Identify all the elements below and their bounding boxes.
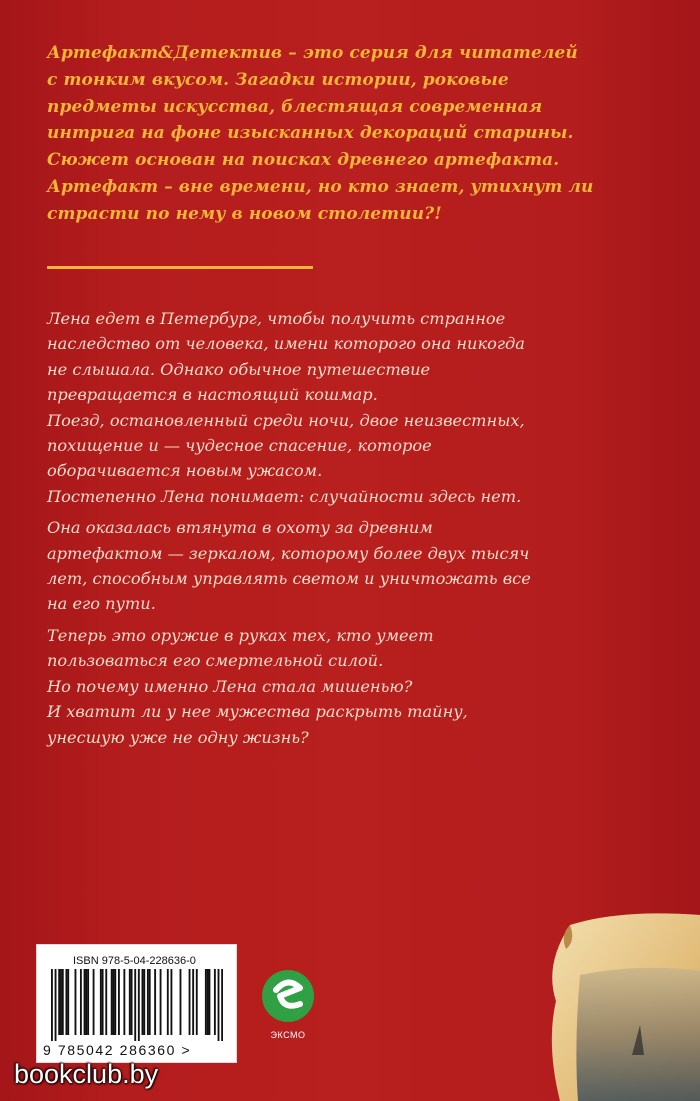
publisher-name: ЭКСМО (270, 1030, 306, 1040)
barcode-bar (209, 969, 211, 1035)
synopsis-line: Постепенно Лена понимает: случайности здесь нет. (47, 486, 522, 506)
series-line: интрига на фоне изысканных декораций старины. (47, 123, 574, 144)
synopsis-line: лет, способным управлять светом и уничтожать все (47, 569, 531, 589)
series-line: предметы искусства, блестящая современная (47, 96, 543, 117)
barcode-bar (138, 969, 140, 1041)
barcode-bar (84, 969, 86, 1035)
synopsis-line: не слышала. Однако обычное путешествие (47, 359, 431, 379)
barcode-bar (118, 969, 120, 1035)
series-line: Артефакт – вне времени, но кто знает, утихнут ли (47, 176, 594, 197)
barcode-bar (85, 969, 87, 1035)
synopsis-line: пользоваться его смертельной силой. (47, 651, 384, 671)
barcode-bar (58, 969, 60, 1035)
barcode-bar (134, 969, 136, 1041)
barcode-bar (67, 969, 69, 1035)
barcode-bar (75, 969, 77, 1035)
barcode-bar (192, 969, 194, 1035)
synopsis-line: Но почему именно Лена стала мишенью? (47, 676, 413, 696)
isbn-number: ISBN 978-5-04-228636-0 (73, 955, 196, 967)
barcode-bar (207, 969, 209, 1035)
synopsis-line: превращается в настоящий кошмар. (47, 385, 378, 405)
barcode-bar (160, 969, 162, 1035)
barcode-bar (142, 969, 144, 1035)
barcode-bar (129, 969, 131, 1035)
synopsis-paragraph (47, 306, 667, 509)
barcode-bar (154, 969, 156, 1035)
synopsis-line: похищение и — чудесное спасение, которое (47, 436, 432, 456)
parchment-scroll-icon (540, 905, 700, 1101)
synopsis-paragraph (47, 515, 667, 617)
barcode-digits: 9 785042 286360 > (43, 1042, 192, 1058)
barcode-bar (170, 969, 172, 1035)
synopsis-line: унесшую уже не одну жизнь? (47, 727, 309, 747)
barcode-bar (62, 969, 64, 1035)
barcode-bar (189, 969, 191, 1035)
synopsis-line: Она оказалась втянута в охоту за древним (47, 518, 433, 538)
section-divider (47, 266, 313, 269)
barcode-bar (60, 969, 62, 1035)
barcode-bar (111, 969, 113, 1035)
isbn-barcode (36, 944, 237, 1063)
barcode-bar (55, 969, 57, 1041)
synopsis-line: оборачивается новым ужасом. (47, 461, 323, 481)
barcode-bar (80, 969, 82, 1035)
synopsis-line: Поезд, остановленный среди ночи, двое неизвестных, (47, 410, 525, 430)
synopsis-line: на его пути. (47, 594, 156, 614)
barcode-bar (218, 969, 220, 1041)
series-line: с тонким вкусом. Загадки истории, роковые (47, 69, 509, 90)
barcode-bar (131, 969, 133, 1035)
series-line: Артефакт&Детектив – это серия для читателей (47, 43, 578, 63)
synopsis-line: И хватит ли у нее мужества раскрыть тайну, (47, 702, 468, 722)
barcode-bars (51, 969, 223, 1041)
barcode-bar (149, 969, 151, 1035)
series-description (47, 40, 667, 228)
barcode-bar (100, 969, 102, 1035)
synopsis-line: Лена едет в Петербург, чтобы получить странное (47, 309, 506, 328)
barcode-bar (205, 969, 207, 1035)
barcode-bar (123, 969, 125, 1035)
barcode-bar (102, 969, 104, 1035)
barcode-bar (93, 969, 95, 1035)
site-watermark: bookclub.by (14, 1059, 159, 1089)
barcode-bar (180, 969, 182, 1035)
barcode-bar (167, 969, 169, 1035)
series-line: Сюжет основан на поисках древнего артефакта. (47, 150, 560, 171)
synopsis-line: Теперь это оружие в руках тех, кто умеет (47, 625, 434, 645)
series-line: страсти по нему в новом столетии?! (47, 203, 442, 224)
barcode-bar (87, 969, 89, 1035)
synopsis-line: наследство от человека, имени которого она никогда (47, 334, 525, 354)
barcode-bar (51, 969, 53, 1041)
barcode-bar (114, 969, 116, 1035)
synopsis-paragraph (47, 623, 667, 750)
barcode-bar (147, 969, 149, 1035)
barcode-bar (105, 969, 107, 1035)
book-synopsis (47, 306, 667, 756)
barcode-bar (196, 969, 198, 1035)
barcode-bar (113, 969, 115, 1035)
barcode-bar (65, 969, 67, 1035)
barcode-bar (221, 969, 223, 1041)
eksmo-logo-icon (258, 966, 318, 1026)
barcode-bar (143, 969, 145, 1035)
barcode-bar (214, 969, 216, 1035)
synopsis-line: артефактом — зеркалом, которому более двух тысяч (47, 543, 530, 563)
